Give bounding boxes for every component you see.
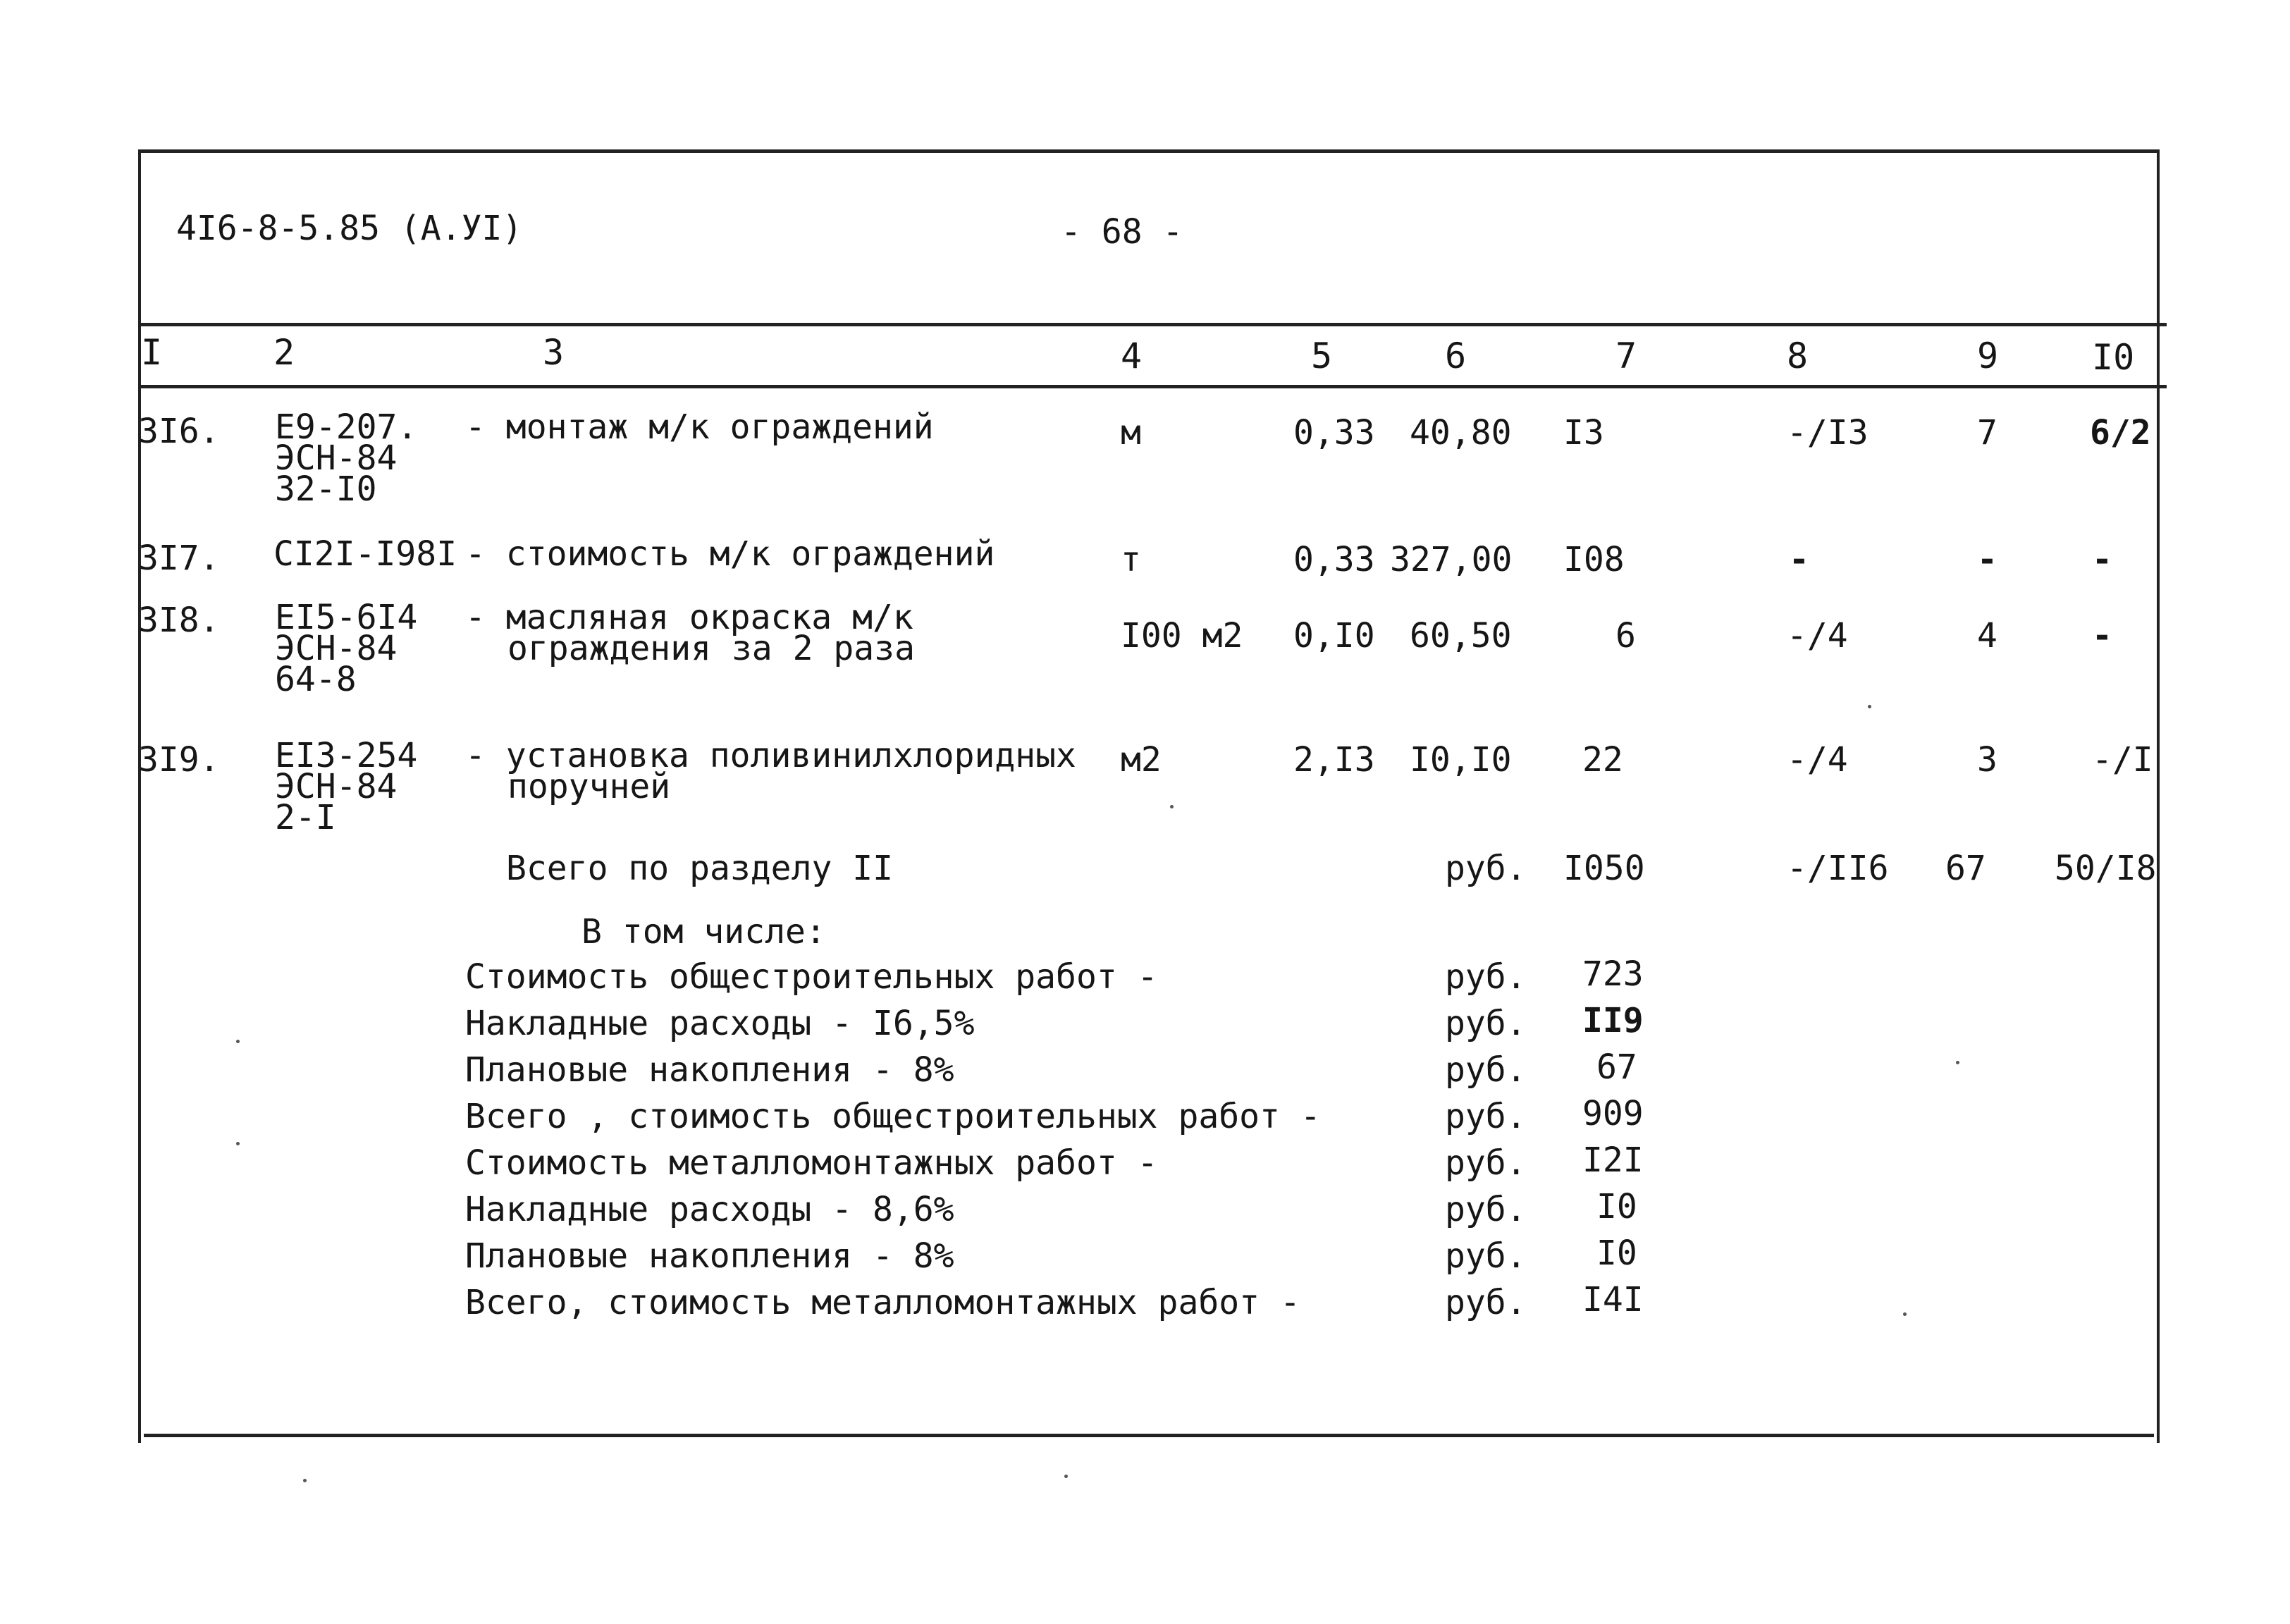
section-total-unit: руб.: [1445, 849, 1527, 888]
row-price: 60,50: [1410, 616, 1512, 656]
row-col10: -: [2092, 616, 2112, 656]
row-price: 40,80: [1410, 413, 1512, 453]
summary-unit: руб.: [1445, 1004, 1527, 1043]
code-line: ЕI3-254: [275, 736, 418, 775]
row-total: I3: [1563, 413, 1604, 453]
scan-speck: [1868, 705, 1871, 708]
scan-speck: [1064, 1475, 1068, 1478]
summary-value: I0: [1596, 1234, 1637, 1273]
summary-label: Плановые накопления - 8%: [465, 1236, 954, 1276]
summary-unit: руб.: [1445, 957, 1527, 997]
row-col8: -/4: [1787, 740, 1848, 780]
description-line: - монтаж м/к ограждений: [465, 407, 934, 447]
code-line: ЭСН-84: [275, 438, 398, 478]
scan-speck: [1903, 1312, 1907, 1316]
row-quantity: 0,33: [1293, 413, 1375, 453]
summary-value: 723: [1582, 954, 1644, 994]
column-header: 6: [1445, 336, 1467, 376]
including-label: В том числе:: [581, 912, 826, 952]
description-line: поручней: [507, 767, 671, 806]
row-col10: -: [2092, 540, 2112, 579]
column-header: 5: [1311, 336, 1333, 376]
row-code: [273, 534, 457, 574]
code-line: ЕI5-6I4: [275, 598, 418, 637]
row-col8: -/I3: [1787, 413, 1869, 453]
description-line: ограждения за 2 раза: [507, 629, 915, 668]
column-header: 9: [1977, 336, 1999, 376]
row-col10: -/I: [2092, 740, 2153, 780]
row-col10: 6/2: [2090, 413, 2151, 453]
page-number: - 68 -: [1061, 212, 1183, 252]
row-col8: -/4: [1787, 616, 1848, 656]
summary-value: 67: [1596, 1047, 1637, 1087]
row-price: 327,00: [1390, 540, 1513, 579]
column-header: 3: [543, 332, 565, 373]
description-line: - установка поливинилхлоридных: [465, 736, 1076, 775]
code-line: СI2I-I98I: [273, 534, 457, 574]
summary-label: Всего, стоимость металломонтажных работ -: [465, 1283, 1300, 1322]
row-number: 3I9.: [138, 740, 220, 780]
row-total: 6: [1615, 616, 1636, 656]
scan-speck: [1956, 1061, 1959, 1064]
summary-unit: руб.: [1445, 1050, 1527, 1090]
row-unit: т: [1121, 540, 1141, 579]
summary-unit: руб.: [1445, 1283, 1527, 1322]
row-description: [465, 736, 1076, 806]
summary-label: Стоимость металломонтажных работ -: [465, 1143, 1158, 1183]
code-line: 32-I0: [275, 469, 377, 509]
section-total-value: I050: [1563, 849, 1645, 888]
row-col9: 4: [1977, 616, 1997, 656]
row-quantity: 0,33: [1293, 540, 1375, 579]
summary-label: Плановые накопления - 8%: [465, 1050, 954, 1090]
summary-label: Накладные расходы - 8,6%: [465, 1190, 954, 1229]
row-col8: -: [1789, 540, 1809, 579]
row-unit: м: [1121, 413, 1141, 453]
summary-value: 909: [1582, 1094, 1644, 1133]
row-total: 22: [1582, 740, 1623, 780]
row-code: [275, 407, 418, 509]
row-price: I0,I0: [1410, 740, 1512, 780]
column-header: I0: [2092, 337, 2135, 378]
summary-unit: руб.: [1445, 1097, 1527, 1136]
row-description: [465, 534, 995, 574]
summary-label: Стоимость общестроительных работ -: [465, 957, 1158, 997]
summary-unit: руб.: [1445, 1236, 1527, 1276]
row-quantity: 2,I3: [1293, 740, 1375, 780]
summary-value: I2I: [1582, 1140, 1644, 1180]
code-line: 64-8: [275, 660, 357, 699]
scan-speck: [1170, 805, 1174, 808]
row-number: 3I7.: [138, 539, 220, 578]
bottom-border: [144, 1434, 2154, 1437]
summary-unit: руб.: [1445, 1143, 1527, 1183]
description-line: - масляная окраска м/к: [465, 598, 913, 637]
section-total-label: Всего по разделу II: [506, 849, 894, 888]
code-line: Е9-207.: [275, 407, 418, 447]
page-frame: [138, 149, 2160, 1443]
column-header: 7: [1615, 336, 1637, 376]
column-header: I: [141, 332, 163, 373]
column-header: 4: [1121, 336, 1143, 376]
document-code: 4I6-8-5.85 (А.УI): [176, 209, 523, 248]
summary-label: Всего , стоимость общестроительных работ -: [465, 1097, 1321, 1136]
section-total-col8: -/II6: [1787, 849, 1889, 888]
column-header: 2: [273, 332, 295, 373]
row-number: 3I6.: [138, 412, 220, 451]
header-rule-top: [138, 323, 2167, 326]
row-unit: м2: [1121, 740, 1162, 780]
header-rule-bottom: [138, 385, 2167, 388]
summary-unit: руб.: [1445, 1190, 1527, 1229]
summary-label: Накладные расходы - I6,5%: [465, 1004, 975, 1043]
row-number: 3I8.: [138, 601, 220, 640]
scan-speck: [303, 1479, 307, 1482]
row-description: [465, 407, 934, 447]
row-code: [275, 598, 418, 699]
row-col9: 3: [1977, 740, 1997, 780]
code-line: 2-I: [275, 798, 336, 837]
summary-value: II9: [1582, 1001, 1644, 1040]
summary-value: I4I: [1582, 1280, 1644, 1320]
row-quantity: 0,I0: [1293, 616, 1375, 656]
scan-speck: [236, 1040, 240, 1043]
description-line: - стоимость м/к ограждений: [465, 534, 995, 574]
row-description: [465, 598, 915, 668]
summary-value: I0: [1596, 1187, 1637, 1226]
code-line: ЭСН-84: [275, 629, 398, 668]
scan-speck: [236, 1142, 240, 1145]
row-col9: -: [1977, 540, 1997, 579]
code-line: ЭСН-84: [275, 767, 398, 806]
column-header: 8: [1787, 336, 1809, 376]
row-total: I08: [1563, 540, 1625, 579]
row-unit: I00 м2: [1121, 616, 1243, 656]
section-total-col10: 50/I8: [2055, 849, 2157, 888]
row-col9: 7: [1977, 413, 1997, 453]
row-code: [275, 736, 418, 837]
section-total-col9: 67: [1945, 849, 1986, 888]
